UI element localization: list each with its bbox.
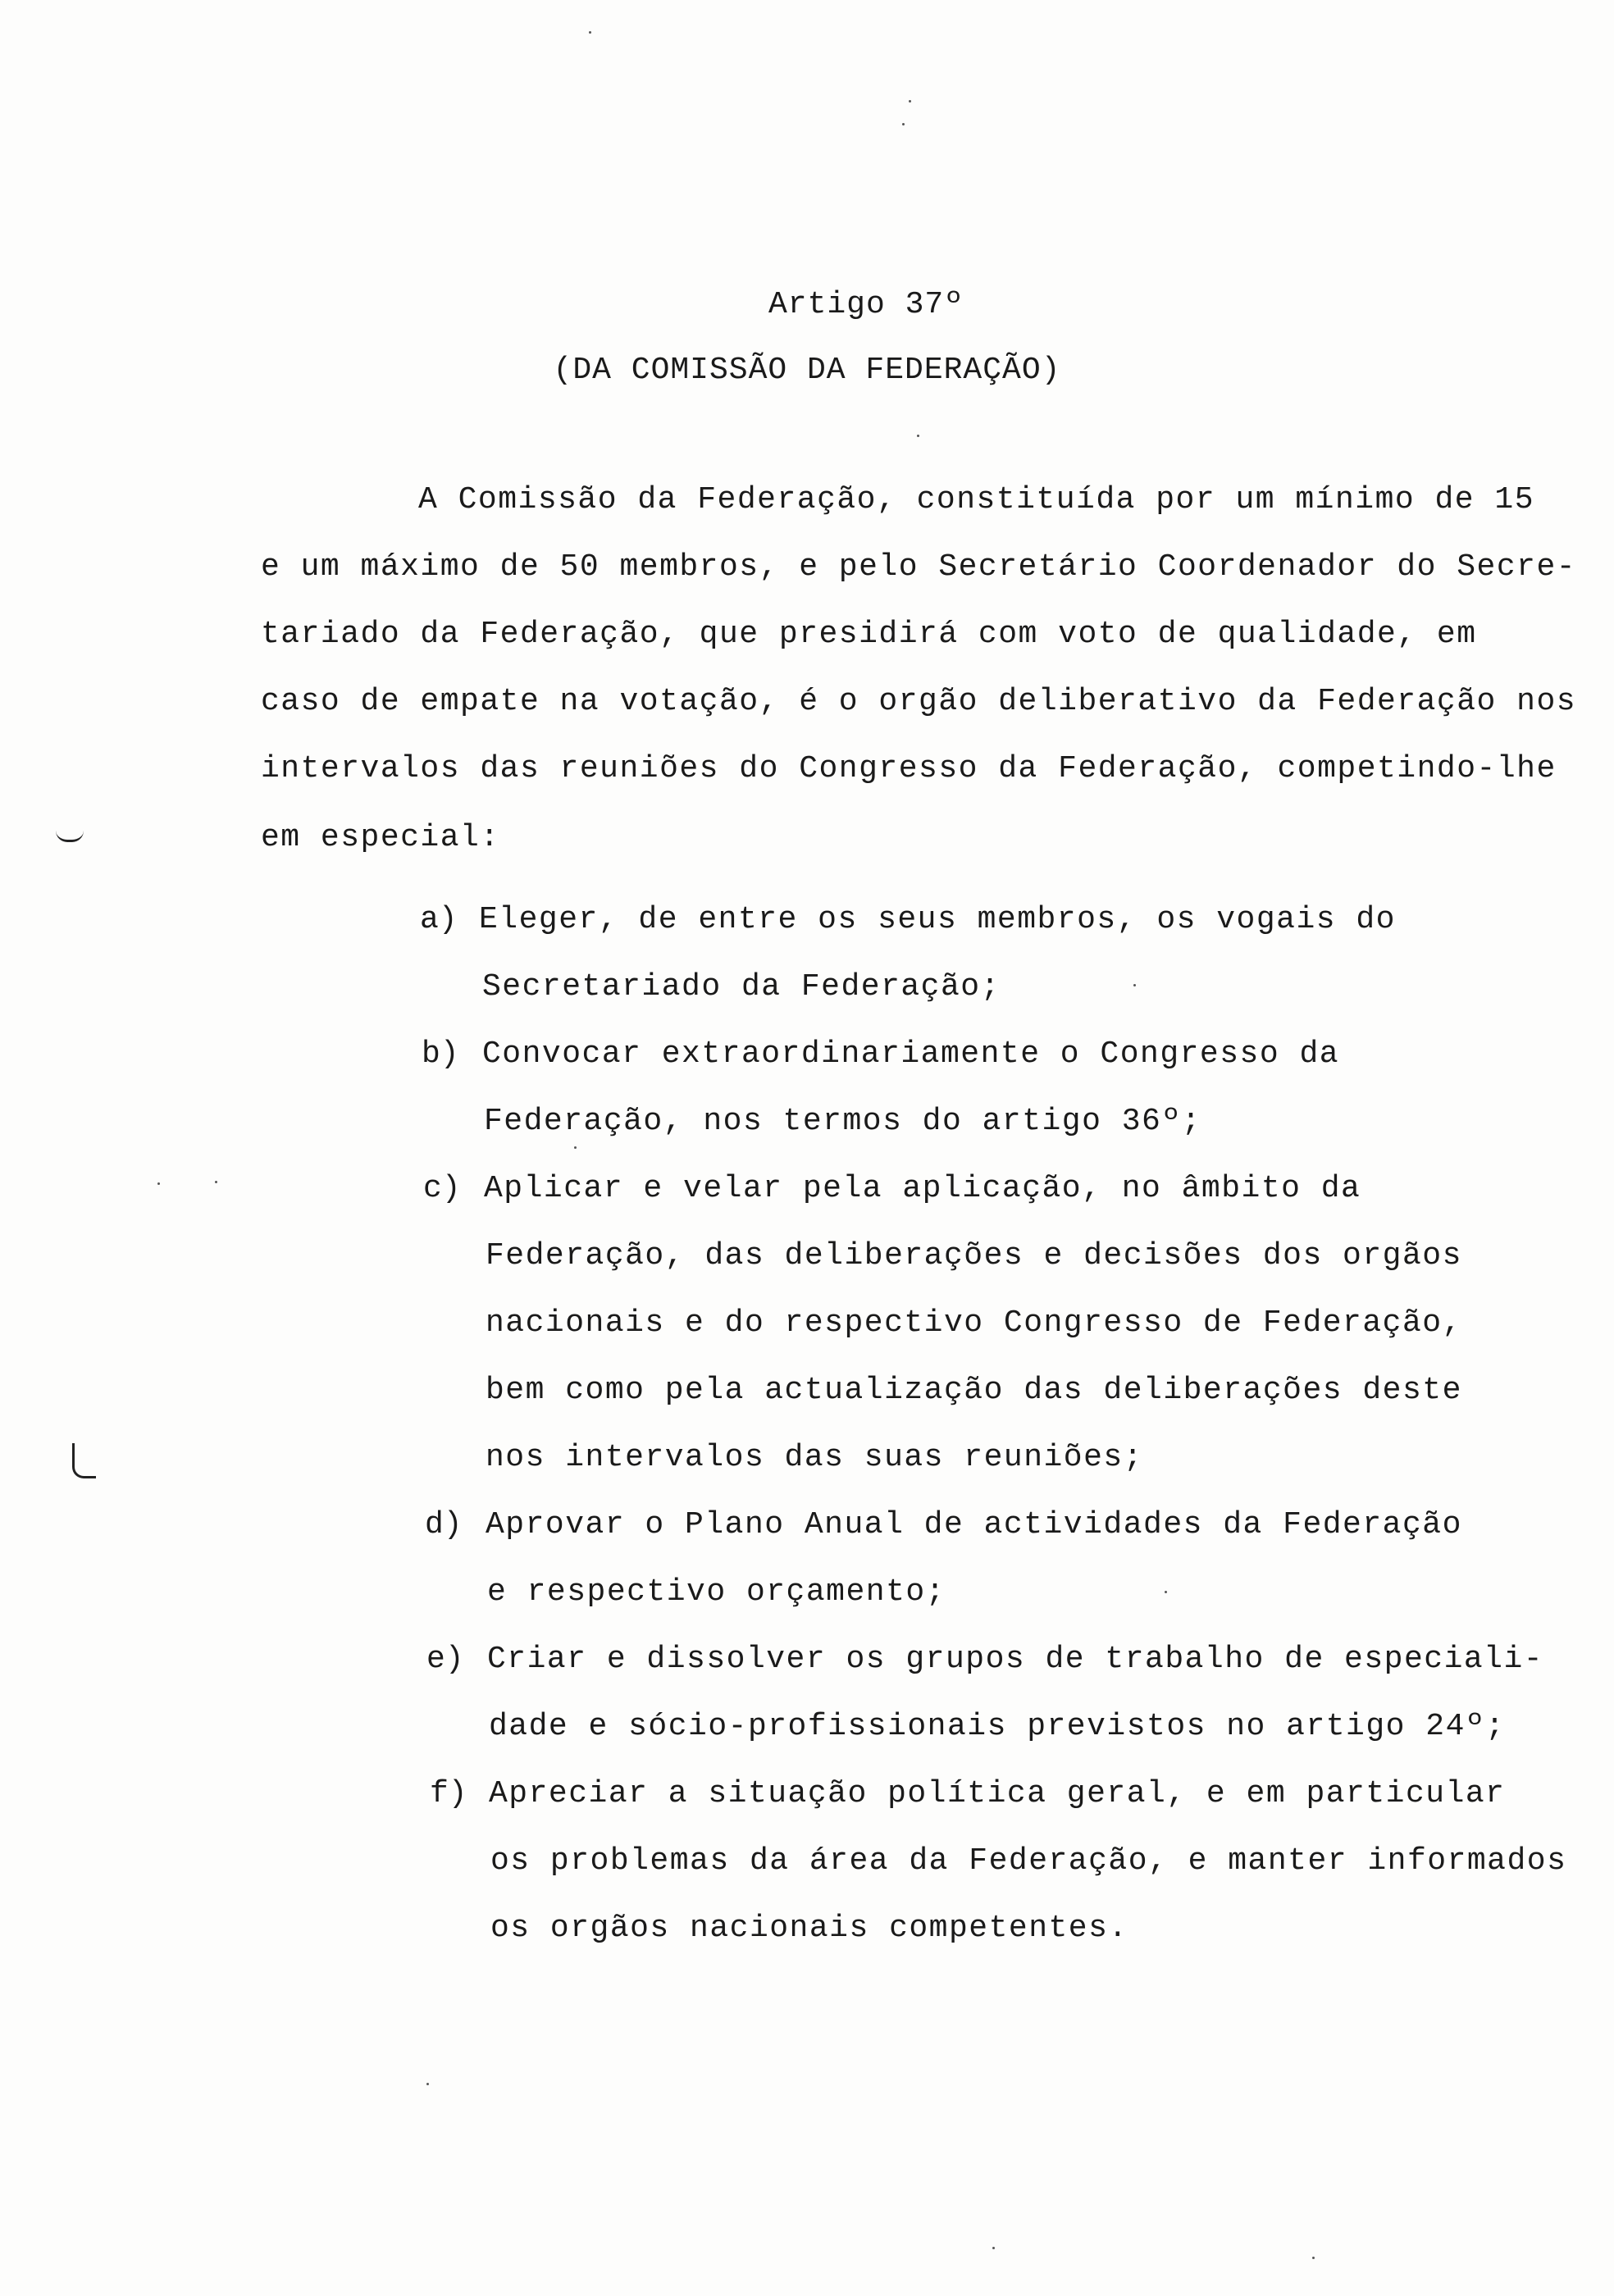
article-title: Artigo 37º	[768, 287, 964, 322]
item-d-line: e respectivo orçamento;	[487, 1574, 946, 1610]
scan-speck	[1312, 2257, 1315, 2259]
scan-speck	[917, 435, 919, 437]
item-f-line: Apreciar a situação política geral, e em particular	[489, 1776, 1506, 1811]
item-c-line: Aplicar e velar pela aplicação, no âmbito da	[484, 1171, 1361, 1206]
item-c-line: nos intervalos das suas reuniões;	[486, 1440, 1144, 1475]
item-letter-b: b)	[422, 1036, 459, 1072]
item-e-line: dade e sócio-profissionais previstos no artigo 24º;	[489, 1709, 1506, 1744]
item-a-line: Secretariado da Federação;	[482, 969, 1001, 1004]
intro-line: e um máximo de 50 membros, e pelo Secretário Coordenador do Secre-	[261, 549, 1577, 585]
item-e-line: Criar e dissolver os grupos de trabalho de especiali-	[487, 1642, 1544, 1677]
item-b-line: Federação, nos termos do artigo 36º;	[484, 1104, 1201, 1139]
scan-speck	[426, 2083, 429, 2085]
intro-line: caso de empate na votação, é o orgão deliberativo da Federação nos	[261, 684, 1577, 719]
scan-speck	[574, 1146, 577, 1149]
scan-speck	[992, 2247, 995, 2249]
item-f-line: os problemas da área da Federação, e manter informados	[490, 1843, 1567, 1879]
binder-mark	[56, 828, 84, 842]
intro-line: tariado da Federação, que presidirá com voto de qualidade, em	[261, 617, 1477, 652]
item-letter-a: a)	[420, 902, 458, 937]
item-b-line: Convocar extraordinariamente o Congresso da	[482, 1036, 1340, 1072]
intro-line: intervalos das reuniões do Congresso da Federação, competindo-lhe	[261, 751, 1557, 786]
item-c-line: bem como pela actualização das deliberações deste	[486, 1373, 1462, 1408]
scan-speck	[1133, 984, 1136, 986]
item-d-line: Aprovar o Plano Anual de actividades da Federação	[486, 1507, 1462, 1542]
scan-speck	[215, 1181, 217, 1183]
scan-speck	[157, 1182, 160, 1185]
scan-speck	[909, 100, 911, 102]
scan-speck	[1165, 1591, 1167, 1593]
item-letter-c: c)	[423, 1171, 461, 1206]
article-subtitle: (DA COMISSÃO DA FEDERAÇÃO)	[553, 353, 1061, 388]
scan-speck	[589, 31, 591, 34]
intro-line: A Comissão da Federação, constituída por um mínimo de 15	[418, 482, 1535, 517]
scan-speck	[902, 123, 905, 125]
item-a-line: Eleger, de entre os seus membros, os vogais do	[479, 902, 1396, 937]
item-c-line: Federação, das deliberações e decisões dos orgãos	[486, 1238, 1462, 1273]
item-letter-d: d)	[425, 1507, 463, 1542]
intro-line: em especial:	[261, 820, 500, 855]
item-letter-f: f)	[430, 1776, 467, 1811]
item-c-line: nacionais e do respectivo Congresso de Federação,	[486, 1305, 1462, 1341]
item-letter-e: e)	[426, 1642, 464, 1677]
binder-mark	[72, 1443, 96, 1478]
item-f-line: os orgãos nacionais competentes.	[490, 1911, 1128, 1946]
